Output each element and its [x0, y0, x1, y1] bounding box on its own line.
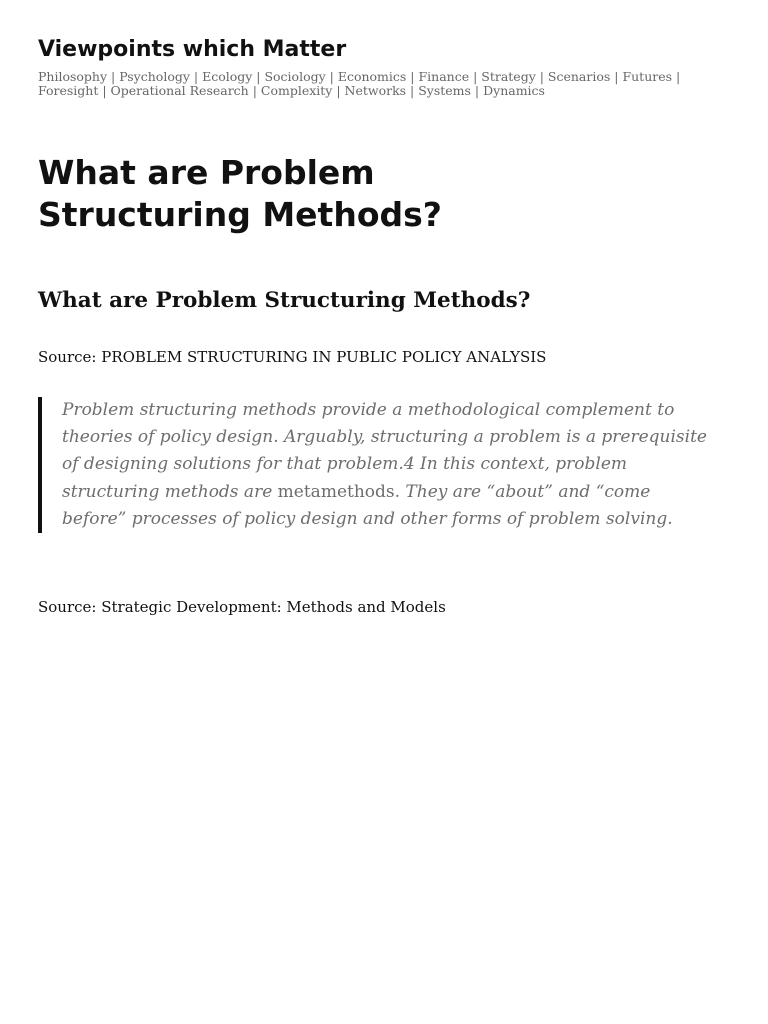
section-heading: What are Problem Structuring Methods? — [38, 288, 531, 313]
quote-text-part-3: They are “about” and “come before” processes of policy design and other forms of problem solving. — [62, 481, 673, 529]
source-line-1: Source: PROBLEM STRUCTURING IN PUBLIC POLICY ANALYSIS — [38, 348, 547, 366]
source-line-2: Source: Strategic Development: Methods and Models — [38, 598, 446, 616]
site-description: Philosophy | Psychology | Ecology | Sociology | Economics | Finance | Strategy | Scenarios | Futures | Foresight | Operational Research | Complexity | Networks | Systems | Dynamics — [38, 69, 681, 98]
post-title: What are Problem Structuring Methods? — [38, 153, 442, 234]
quote-text-part-2: metamethods. — [277, 481, 401, 502]
site-title-link[interactable]: Viewpoints which Matter — [38, 37, 347, 62]
blockquote — [38, 397, 714, 533]
quote-text-part-1: Problem structuring methods provide a methodological complement to theories of policy design. Arguably, structuring a problem is a prerequisite of designing solutions for that problem.4 In this context, problem structuring methods are — [62, 400, 707, 502]
